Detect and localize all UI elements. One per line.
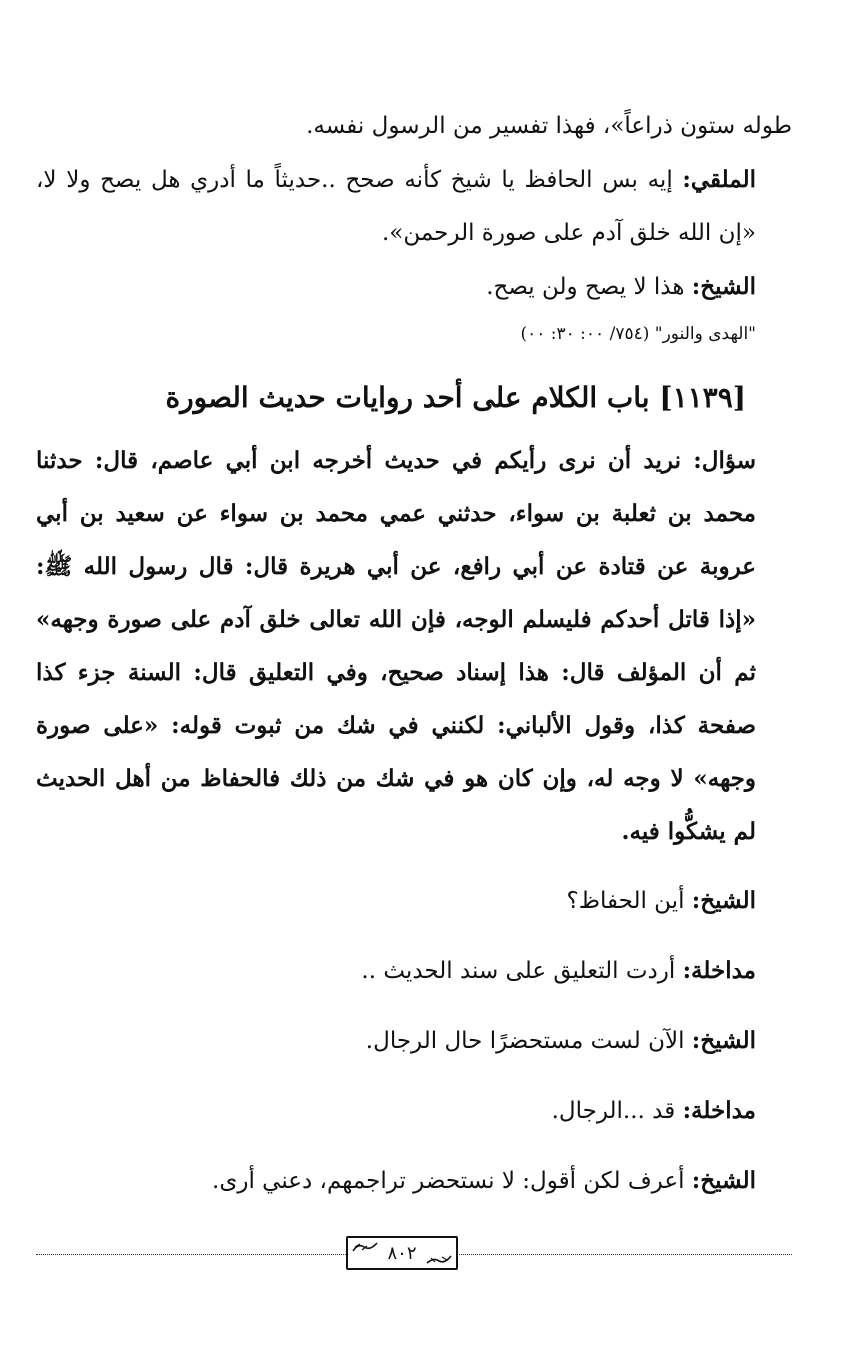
paragraph-mulqi [36, 153, 792, 260]
dialogue-line [36, 874, 792, 928]
paragraph-text: هذا لا يصح ولن يصح. [486, 274, 692, 300]
dialogue-text: أين الحفاظ؟ [566, 888, 692, 914]
page-number: ٨٠٢ [387, 1242, 417, 1264]
speaker-label: الملقي: [682, 166, 756, 193]
paragraph-sheikh-answer [36, 260, 792, 314]
section-heading: [١١٣٩] باب الكلام على أحد روايات حديث الصورة [165, 381, 746, 414]
paragraph-text: إيه بس الحافظ يا شيخ كأنه صحح ..حديثاً ما أدري هل يصح ولا لا، «إن الله خلق آدم على صورة الرحمن». [36, 167, 756, 246]
source-citation: "الهدى والنور" (٧٥٤/ ٠٠: ٣٠: ٠٠) [520, 324, 756, 344]
dialogue-text: الآن لست مستحضرًا حال الرجال. [365, 1028, 692, 1054]
dialogue-text: أردت التعليق على سند الحديث .. [361, 958, 683, 984]
speaker-label: الشيخ: [691, 887, 756, 914]
speaker-label: الشيخ: [691, 1167, 756, 1194]
page-footer [36, 1236, 792, 1276]
page-body [36, 100, 792, 1208]
dialogue-line [36, 1154, 792, 1208]
dialogue-line [36, 1084, 792, 1138]
speaker-label: الشيخ: [691, 273, 756, 300]
ornament-icon [426, 1253, 452, 1265]
speaker-label: مداخلة: [682, 1097, 756, 1124]
page-number-frame [346, 1236, 458, 1270]
dialogue-line [36, 944, 792, 998]
question-paragraph: سؤال: نريد أن نرى رأيكم في حديث أخرجه ابن أبي عاصم، قال: حدثنا محمد بن ثعلبة بن سواء، حدثني عمي محمد بن سواء عن سعيد بن أبي عروبة عن قتادة عن أبي رافع، عن أبي هريرة قال: قال رسول الله ﷺ: «إذا قاتل أحدكم فليسلم الوجه، فإن الله تعالى خلق آدم على صورة وجهه» ثم أن المؤلف قال: هذا إسناد صحيح، وفي التعليق قال: السنة جزء كذا صفحة كذا، وقول الألباني: لكنني في شك من ثبوت قوله: «على صورة وجهه» لا وجه له، وإن كان هو في شك من ذلك فالحفاظ من أهل الحديث لم يشكُّوا فيه. [36, 447, 756, 845]
dialogue-text: قد ...الرجال. [551, 1098, 683, 1124]
speaker-label: الشيخ: [691, 1027, 756, 1054]
speaker-label: مداخلة: [682, 957, 756, 984]
paragraph-continuation: طوله ستون ذراعاً»، فهذا تفسير من الرسول نفسه. [306, 113, 792, 139]
dialogue-line [36, 1014, 792, 1068]
dialogue-text: أعرف لكن أقول: لا نستحضر تراجمهم، دعني أرى. [212, 1168, 692, 1194]
ornament-icon [352, 1241, 378, 1253]
